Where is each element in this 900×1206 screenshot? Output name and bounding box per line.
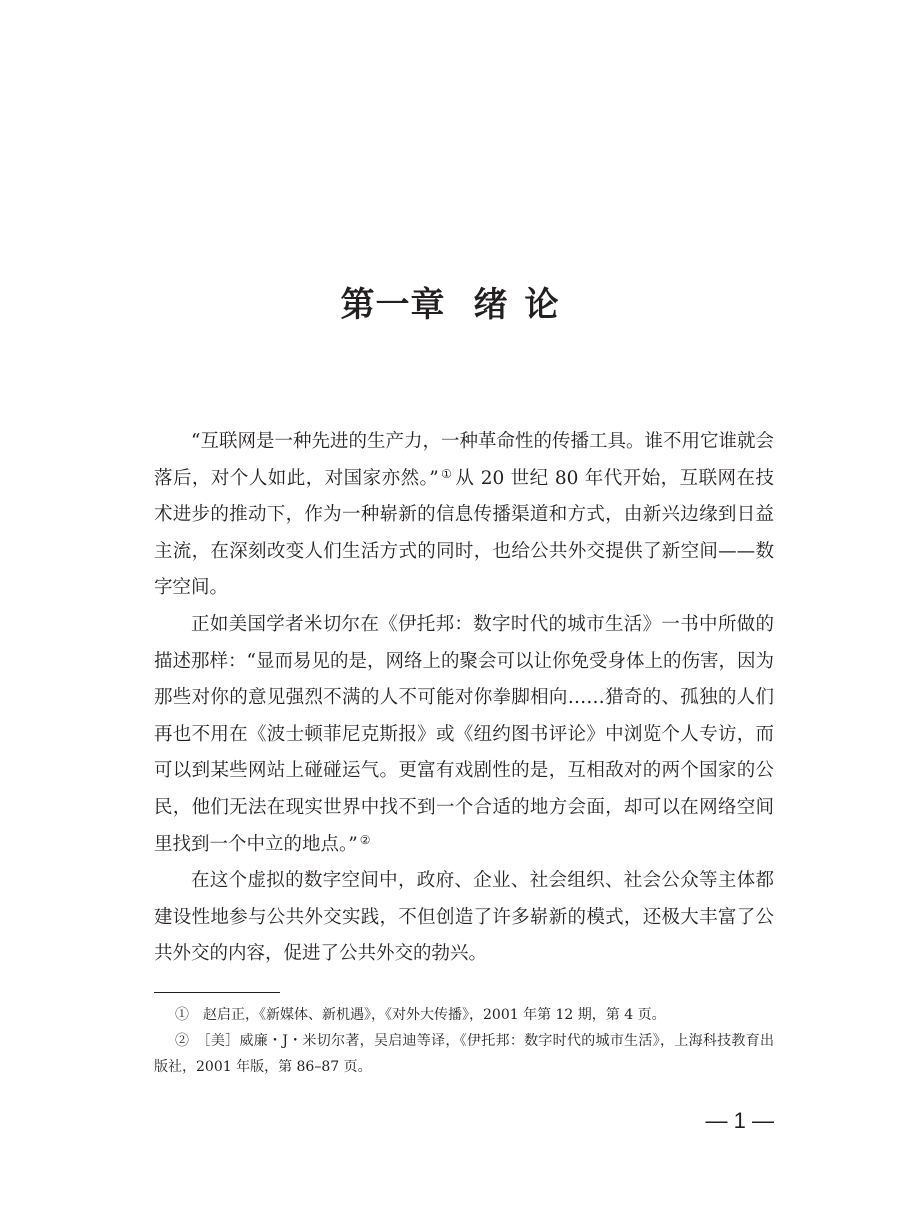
footnote-1-marker: ① (175, 1007, 189, 1023)
footnote-ref-2[interactable]: ② (359, 832, 371, 847)
paragraph-2-text: 正如美国学者米切尔在《伊托邦：数字时代的城市生活》一书中所做的描述那样：“显而易见的是，网络上的聚会可以让你免受身体上的伤害，因为那些对你的意见强烈不满的人不可能对你拳脚相向……猎奇的、孤独的人们再也不用在《波士顿菲尼克斯报》或《纽约图书评论》中浏览个人专访，而可以到某些网站上碰碰运气。更富有戏剧性的是，互相敌对的两个国家的公民，他们无法在现实世界中找不到一个合适的地方会面，却可以在网络空间里找到一个中立的地点。” (154, 613, 774, 855)
footnote-divider (154, 992, 280, 993)
chapter-number-label: 第一章 (340, 285, 446, 325)
chapter-title-char-2: 论 (524, 285, 560, 325)
footnote-ref-1[interactable]: ① (440, 466, 453, 481)
paragraph-1-text-a: “互联网是一种先进的生产力，一种革命性的传播工具。谁不用它谁就会落后，对个人如此，对国家亦然。” (154, 431, 774, 489)
footnote-2-text: ［美］威廉・J・米切尔著，吴启迪等译，《伊托邦：数字时代的城市生活》，上海科技教育出版社，2001 年版，第 86–87 页。 (154, 1033, 775, 1075)
paragraph-3 (154, 863, 774, 973)
paragraph-1 (154, 424, 774, 607)
paragraph-1-text-b: 从 20 世纪 80 年代开始，互联网在技术进步的推动下，作为一种崭新的信息传播渠道和方式，由新兴边缘到日益主流，在深刻改变人们生活方式的同时，也给公共外交提供了新空间——数字空间。 (154, 467, 774, 599)
footnote-2 (154, 1028, 774, 1080)
page-number: — 1 — (705, 1108, 774, 1133)
footnote-1 (154, 1002, 774, 1028)
footnote-2-marker: ② (175, 1033, 190, 1049)
body-text (154, 424, 774, 973)
paragraph-3-text: 在这个虚拟的数字空间中，政府、企业、社会组织、社会公众等主体都建设性地参与公共外交实践，不但创造了许多崭新的模式，还极大丰富了公共外交的内容，促进了公共外交的勃兴。 (154, 870, 774, 965)
chapter-title (0, 280, 900, 330)
paragraph-2 (154, 607, 774, 863)
chapter-title-char-1: 绪 (473, 285, 509, 325)
footnotes (154, 1002, 774, 1080)
footnote-1-text: 赵启正，《新媒体、新机遇》，《对外大传播》，2001 年第 12 期，第 4 页。 (203, 1007, 666, 1023)
